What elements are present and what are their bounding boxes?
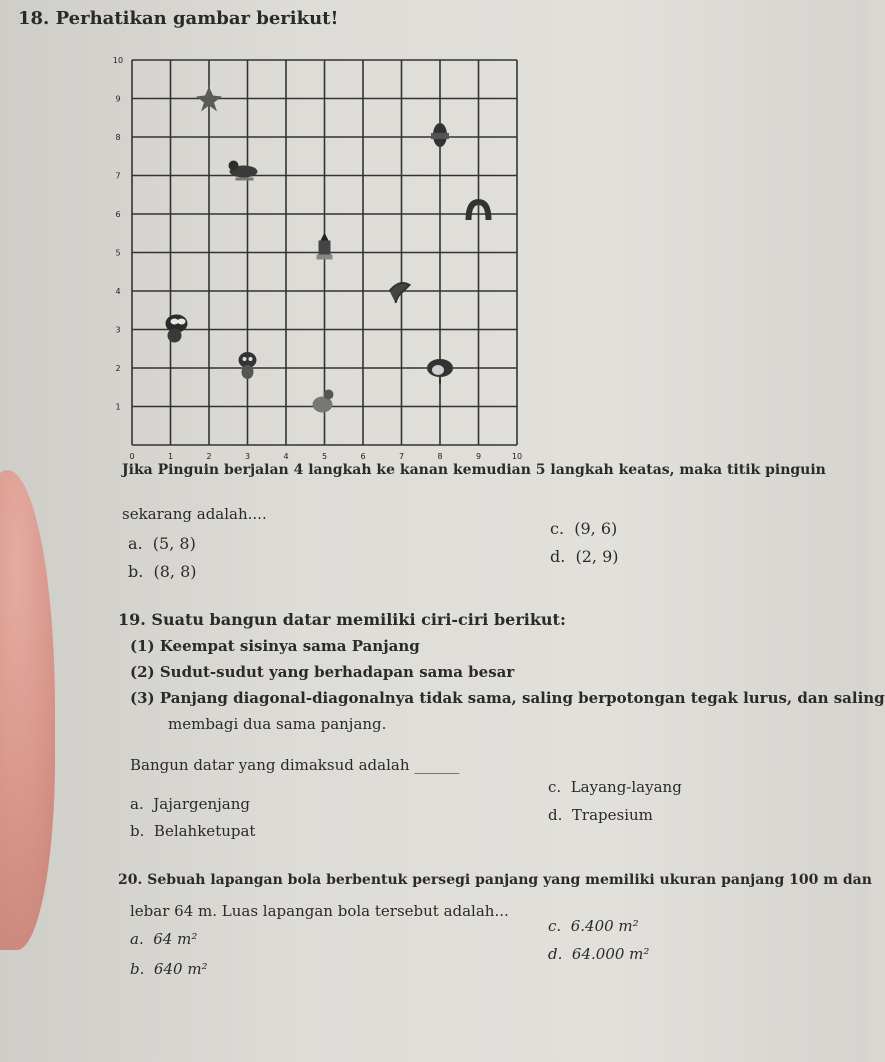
q19-prop-1: (1) Keempat sisinya sama Panjang: [130, 637, 420, 655]
option-letter: a.: [130, 930, 144, 948]
option-value: (8, 8): [153, 562, 197, 581]
q20-option-c[interactable]: [548, 917, 639, 935]
option-value: (2, 9): [575, 547, 619, 566]
option-value: 64.000 m²: [571, 945, 650, 963]
option-value: Jajargenjang: [153, 795, 250, 813]
q18-question-line1: Jika Pinguin berjalan 4 langkah ke kanan kemudian 5 langkah keatas, maka titik pinguin: [122, 462, 826, 478]
q18-option-d[interactable]: [550, 547, 619, 566]
q19-option-c[interactable]: [548, 778, 682, 796]
q20-title-line1: 20. Sebuah lapangan bola berbentuk persegi panjang yang memiliki ukuran panjang 100 m dan: [118, 872, 872, 888]
q20-title-line2: lebar 64 m. Luas lapangan bola tersebut adalah...: [130, 902, 509, 920]
q20-option-d[interactable]: [548, 945, 649, 963]
x-tick-label: 5: [321, 452, 328, 461]
option-value: (9, 6): [574, 519, 618, 538]
duck-figure: [229, 161, 258, 181]
option-value: (5, 8): [152, 534, 196, 553]
option-letter: c.: [548, 917, 562, 935]
y-tick-label: 9: [115, 94, 121, 104]
coordinate-grid: [80, 55, 523, 465]
q19-option-a[interactable]: [130, 795, 250, 813]
option-letter: d.: [548, 806, 563, 824]
option-value: 640 m²: [153, 960, 208, 978]
y-tick-label: 3: [115, 325, 121, 335]
x-tick-label: 7: [398, 452, 405, 461]
turtle-figure: [431, 123, 449, 147]
parrot-figure: [390, 283, 410, 303]
option-letter: d.: [548, 945, 563, 963]
bird-figure: [317, 233, 333, 260]
penguin-figure: [166, 315, 188, 343]
frog-figure: [313, 390, 334, 413]
q20-option-b[interactable]: [130, 960, 208, 978]
option-letter: b.: [130, 960, 145, 978]
option-letter: c.: [550, 519, 565, 538]
option-letter: d.: [550, 547, 566, 566]
q19-option-b[interactable]: [130, 822, 255, 840]
q19-option-d[interactable]: [548, 806, 653, 824]
y-tick-label: 5: [115, 248, 121, 258]
q19-prompt: Bangun datar yang dimaksud adalah ______: [130, 756, 460, 774]
q19-prop-2: (2) Sudut-sudut yang berhadapan sama besar: [130, 663, 515, 681]
x-tick-label: 10: [511, 452, 523, 461]
x-tick-label: 2: [206, 452, 212, 461]
monkey-figure: [427, 359, 453, 384]
y-tick-label: 6: [115, 210, 121, 219]
option-value: Trapesium: [571, 806, 653, 824]
q18-option-b[interactable]: [128, 562, 197, 581]
option-value: 6.400 m²: [570, 917, 639, 935]
x-tick-label: 6: [360, 452, 366, 461]
option-value: 64 m²: [153, 930, 198, 948]
x-tick-label: 8: [437, 452, 443, 461]
option-letter: b.: [130, 822, 145, 840]
x-tick-label: 3: [244, 452, 251, 461]
q18-option-a[interactable]: [128, 534, 196, 553]
x-tick-label: 1: [167, 452, 174, 461]
q18-option-c[interactable]: [550, 519, 617, 538]
y-tick-label: 8: [115, 133, 121, 142]
q19-title: 19. Suatu bangun datar memiliki ciri-ciri berikut:: [118, 610, 566, 629]
option-value: Belahketupat: [153, 822, 256, 840]
y-tick-label: 7: [115, 171, 121, 181]
q18-title: 18. Perhatikan gambar berikut!: [18, 8, 339, 29]
y-tick-label: 2: [115, 364, 121, 373]
y-tick-label: 10: [112, 56, 124, 65]
y-tick-label: 4: [115, 287, 121, 296]
option-value: Layang-layang: [570, 778, 682, 796]
y-tick-label: 1: [115, 402, 121, 412]
x-tick-label: 9: [475, 452, 482, 461]
q18-question-line2: sekarang adalah....: [122, 505, 267, 523]
grid-svg: [80, 55, 523, 465]
q20-option-a[interactable]: [130, 930, 197, 948]
q19-prop-3-cont: membagi dua sama panjang.: [168, 715, 387, 733]
option-letter: a.: [128, 534, 143, 553]
q19-prop-3: (3) Panjang diagonal-diagonalnya tidak sama, saling berpotongan tegak lurus, dan saling: [130, 689, 885, 707]
option-letter: c.: [548, 778, 562, 796]
option-letter: b.: [128, 562, 144, 581]
x-tick-label: 4: [283, 452, 289, 461]
owl-figure: [239, 352, 257, 379]
x-tick-label: 0: [129, 452, 135, 461]
option-letter: a.: [130, 795, 144, 813]
